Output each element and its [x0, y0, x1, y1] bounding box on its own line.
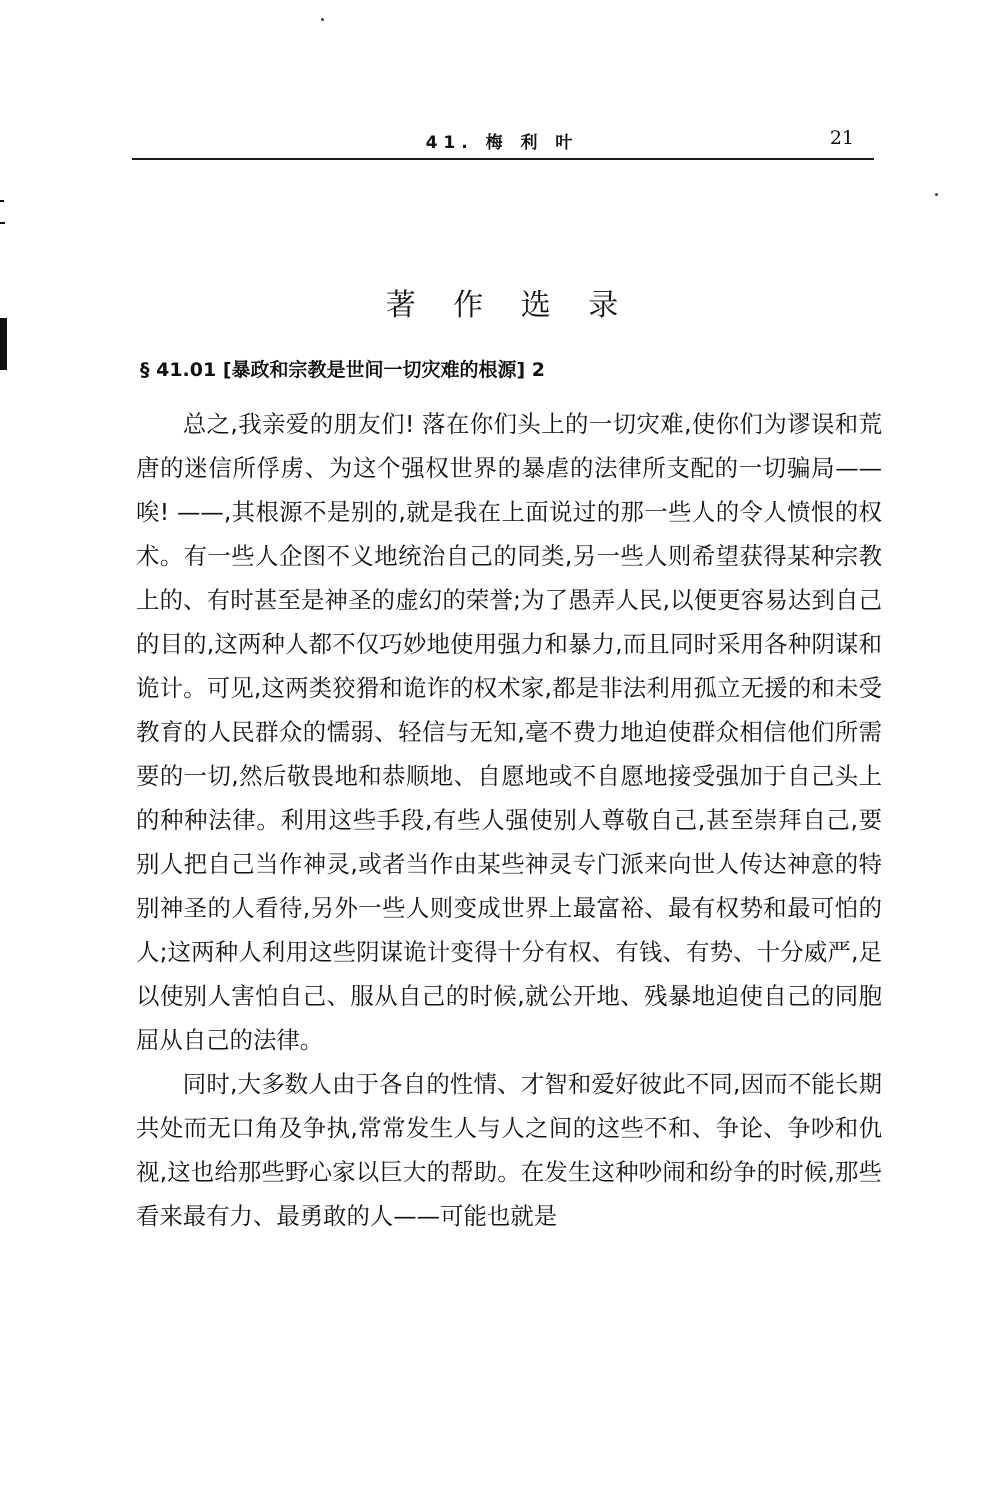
header-rule	[132, 158, 874, 160]
section-title: 著 作 选 录	[385, 288, 633, 323]
body-text	[136, 402, 882, 1238]
scan-edge-mark	[0, 200, 4, 202]
running-title: 41. 梅 利 叶	[425, 133, 579, 153]
scan-edge-mark	[0, 222, 5, 224]
running-header	[132, 120, 872, 158]
paragraph: 同时,大多数人由于各自的性情、才智和爱好彼此不同,因而不能长期共处而无口角及争执,常常发生人与人之间的这些不和、争论、争吵和仇视,这也给那些野心家以巨大的帮助。在发生这种吵闹和纷争的时候,那些看来最有力、最勇敢的人——可能也就是	[136, 1070, 882, 1230]
scan-speck	[935, 193, 938, 196]
scan-speck	[321, 18, 324, 21]
page-number: 21	[829, 127, 854, 149]
scan-edge-mark	[0, 318, 7, 370]
entry-heading: § 41.01 [暴政和宗教是世间一切灾难的根源] 2	[140, 359, 546, 381]
paragraph: 总之,我亲爱的朋友们! 落在你们头上的一切灾难,使你们为谬误和荒唐的迷信所俘虏、为这个强权世界的暴虐的法律所支配的一切骗局——唉! ——,其根源不是别的,就是我在上面说过的那一些人的令人愤恨的权术。有一些人企图不义地统治自己的同类,另一些人则希望获得某种宗教上的、有时甚至是神圣的虚幻的荣誉;为了愚弄人民,以便更容易达到自己的目的,这两种人都不仅巧妙地使用强力和暴力,而且同时采用各种阴谋和诡计。可见,这两类狡猾和诡诈的权术家,都是非法利用孤立无援的和未受教育的人民群众的懦弱、轻信与无知,毫不费力地迫使群众相信他们所需要的一切,然后敬畏地和恭顺地、自愿地或不自愿地接受强加于自己头上的种种法律。利用这些手段,有些人强使别人尊敬自己,甚至崇拜自己,要别人把自己当作神灵,或者当作由某些神灵专门派来向世人传达神意的特别神圣的人看待,另外一些人则变成世界上最富裕、最有权势和最可怕的人;这两种人利用这些阴谋诡计变得十分有权、有钱、有势、十分威严,足以使别人害怕自己、服从自己的时候,就公开地、残暴地迫使自己的同胞屈从自己的法律。	[136, 410, 882, 1054]
